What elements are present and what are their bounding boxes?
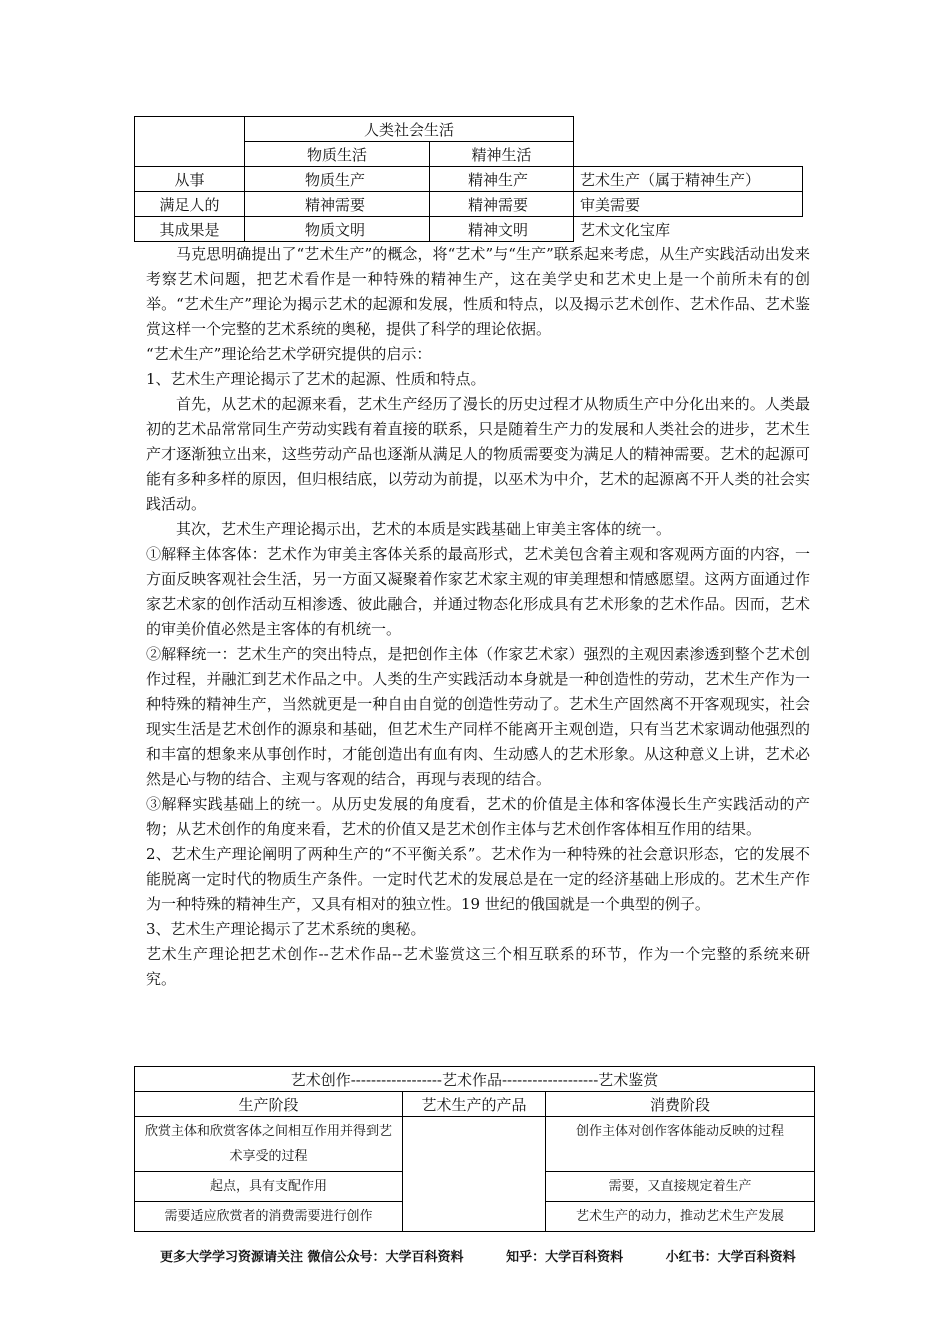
header-art-product: 艺术生产的产品 — [403, 1092, 546, 1117]
footer-xiaohongshu: 小红书：大学百科资料 — [665, 1250, 796, 1265]
paragraph: ②解释统一：艺术生产的突出特点，是把创作主体（作家艺术家）强烈的主观因素渗透到整个艺术创作过程，并融汇到艺术作品之中。人类的生产实践活动本身就是一种创造性的劳动，艺术生产作为一种特殊的精神生产，当然就更是一种自由自觉的创造性劳动了。艺术生产固然离不开客观现实，社会现实生活是艺术创作的源泉和基础，但艺术生产同样不能离开主观创造，只有当艺术家调动他强烈的和丰富的想象来从事创作时，才能创造出有血有肉、生动感人的艺术形象。从这种意义上讲，艺术必然是心与物的结合、主观与客观的结合，再现与表现的结合。 — [146, 645, 810, 788]
art-system-table — [134, 1066, 815, 1232]
table-row: 满足人的 精神需要 精神需要 审美需要 — [135, 192, 803, 217]
section-heading: 3、艺术生产理论揭示了艺术系统的奥秘。 — [146, 920, 426, 938]
paragraph: ③解释实践基础上的统一。从历史发展的角度看，艺术的价值是主体和客体漫长生产实践活动的产物；从艺术创作的角度来看，艺术的价值又是艺术创作主体与艺术创作客体相互作用的结果。 — [146, 795, 810, 838]
footer-zhihu: 知乎：大学百科资料 — [506, 1250, 624, 1265]
paragraph: 艺术生产理论把艺术创作--艺术作品--艺术鉴赏这三个相互联系的环节，作为一个完整的系统来研究。 — [146, 945, 810, 988]
table-header-material: 物质生活 — [245, 142, 430, 167]
document-body — [146, 242, 810, 992]
table-row: 需要适应欣赏者的消费需要进行创作 艺术生产的动力，推动艺术生产发展 — [135, 1202, 815, 1232]
table-header-spiritual: 精神生活 — [430, 142, 574, 167]
table-corner-cell — [135, 117, 245, 167]
table-row: 起点，具有支配作用 需要，又直接规定着生产 — [135, 1172, 815, 1202]
paragraph: “艺术生产”理论给艺术学研究提供的启示： — [146, 345, 432, 363]
paragraph: 马克思明确提出了“艺术生产”的概念，将“艺术”与“生产”联系起来考虑，从生产实践活动出发来考察艺术问题，把艺术看作是一种特殊的精神生产，这在美学史和艺术史上是一个前所未有的创举。“艺术生产”理论为揭示艺术的起源和发展，性质和特点，以及揭示艺术创作、艺术作品、艺术鉴赏这样一个完整的艺术系统的奥秘，提供了科学的理论依据。 — [146, 245, 810, 338]
table-row: 从事 物质生产 精神生产 艺术生产（属于精神生产） — [135, 167, 803, 192]
paragraph: 首先，从艺术的起源来看，艺术生产经历了漫长的历史过程才从物质生产中分化出来的。人类最初的艺术品常常同生产劳动实践有着直接的联系，只是随着生产力的发展和人类社会的进步，艺术生产才逐渐独立出来，这些劳动产品也逐渐从满足人的物质需要变为满足人的精神需要。艺术的起源可能有多种多样的原因，但归根结底，以劳动为前提，以巫术为中介，艺术的起源离不开人类的社会实践活动。 — [146, 395, 810, 513]
art-system-header: 艺术创作------------------艺术作品-------------------艺术鉴赏 — [135, 1067, 815, 1092]
social-life-table — [134, 116, 803, 242]
header-production-stage: 生产阶段 — [135, 1092, 403, 1117]
table-header-social-life: 人类社会生活 — [245, 117, 574, 142]
footer — [160, 1246, 834, 1265]
table-row: 欣赏主体和欣赏客体之间相互作用并得到艺术享受的过程 创作主体对创作客体能动反映的过程 — [135, 1117, 815, 1172]
header-consumption-stage: 消费阶段 — [546, 1092, 815, 1117]
paragraph: ①解释主体客体：艺术作为审美主客体关系的最高形式，艺术美包含着主观和客观两方面的内容，一方面反映客观社会生活，另一方面又凝聚着作家艺术家主观的审美理想和情感愿望。这两方面通过作家艺术家的创作活动互相渗透、彼此融合，并通过物态化形成具有艺术形象的艺术作品。因而，艺术的审美价值必然是主客体的有机统一。 — [146, 545, 810, 638]
section-heading: 1、艺术生产理论揭示了艺术的起源、性质和特点。 — [146, 370, 486, 388]
table-row: 其成果是 物质文明 精神文明 艺术文化宝库 — [135, 217, 803, 242]
section-heading: 2、艺术生产理论阐明了两种生产的“不平衡关系”。艺术作为一种特殊的社会意识形态，它的发展不能脱离一定时代的物质生产条件。一定时代艺术的发展总是在一定的经济基础上形成的。艺术生产作为一种特殊的精神生产，又具有相对的独立性。19 世纪的俄国就是一个典型的例子。 — [146, 845, 810, 913]
paragraph: 其次，艺术生产理论揭示出，艺术的本质是实践基础上审美主客体的统一。 — [176, 520, 672, 538]
footer-wechat: 更多大学学习资源请关注 微信公众号：大学百科资料 — [160, 1250, 464, 1265]
